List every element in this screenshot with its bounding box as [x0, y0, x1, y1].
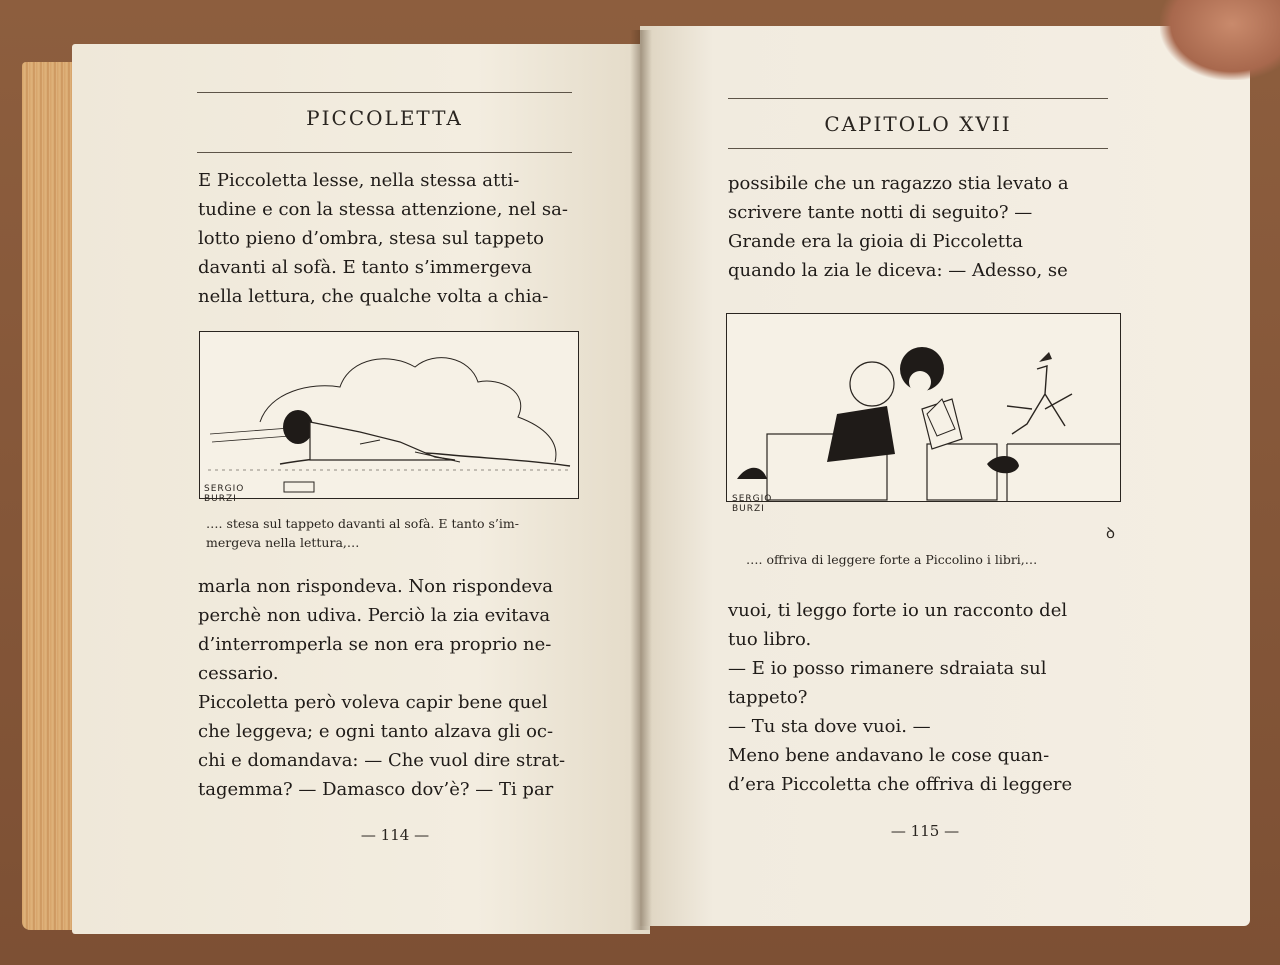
illustration-reading-girl [199, 331, 579, 499]
running-header-left: PICCOLETTA [306, 106, 463, 130]
page-number-left: — 114 — [360, 826, 430, 844]
left-paragraph-bottom: marla non rispondeva. Non rispondeva perchè non udiva. Perciò la zia evitava d’interromperla se non era proprio ne- cessario. Piccoletta però voleva capir bene quel che leggeva; e ogni tanto alzava gli oc- chi e domandava: — Che vuol dire strat- tagemma? — Damasco dov’è? — Ti par [198, 576, 566, 800]
reading-children-drawing [727, 314, 1120, 501]
illustration-caption-right: …. offriva di leggere forte a Piccolino i libri,… [746, 552, 1038, 567]
right-paragraph-top: possibile che un ragazzo stia levato a scrivere tante notti di seguito? — Grande era la gioia di Piccoletta quando la zia le diceva: — Adesso, se [728, 173, 1069, 281]
illustration-reading-children [726, 313, 1121, 502]
header-rule-bottom [197, 152, 572, 153]
left-paragraph-top: E Piccoletta lesse, nella stessa atti- tudine e con la stessa attenzione, nel sa- lotto pieno d’ombra, stesa sul tappeto davanti al sofà. E tanto s’immergeva nella lettura, che qualche volta a chia- [198, 170, 568, 307]
holding-thumb [1160, 0, 1280, 80]
running-header-right: CAPITOLO XVII [824, 112, 1012, 136]
illustrator-signature-right: SERGIO BURZI [732, 494, 773, 514]
corner-mark: ꝺ [1106, 524, 1115, 542]
header-rule-bottom-right [728, 148, 1108, 149]
illustration-caption-left: …. stesa sul tappeto davanti al sofà. E tanto s’im- mergeva nella lettura,… [206, 516, 519, 550]
header-rule-top-right [728, 98, 1108, 99]
right-paragraph-bottom: vuoi, ti leggo forte io un racconto del tuo libro. — E io posso rimanere sdraiata sul tappeto? — Tu sta dove vuoi. — Meno bene andavano le cose quan- d’era Piccoletta che offriva di leggere [728, 600, 1073, 795]
reading-girl-drawing [200, 332, 578, 498]
book-spine [630, 30, 652, 930]
page-number-right: — 115 — [890, 822, 960, 840]
illustrator-signature-left: SERGIO BURZI [204, 484, 245, 504]
header-rule-top [197, 92, 572, 93]
